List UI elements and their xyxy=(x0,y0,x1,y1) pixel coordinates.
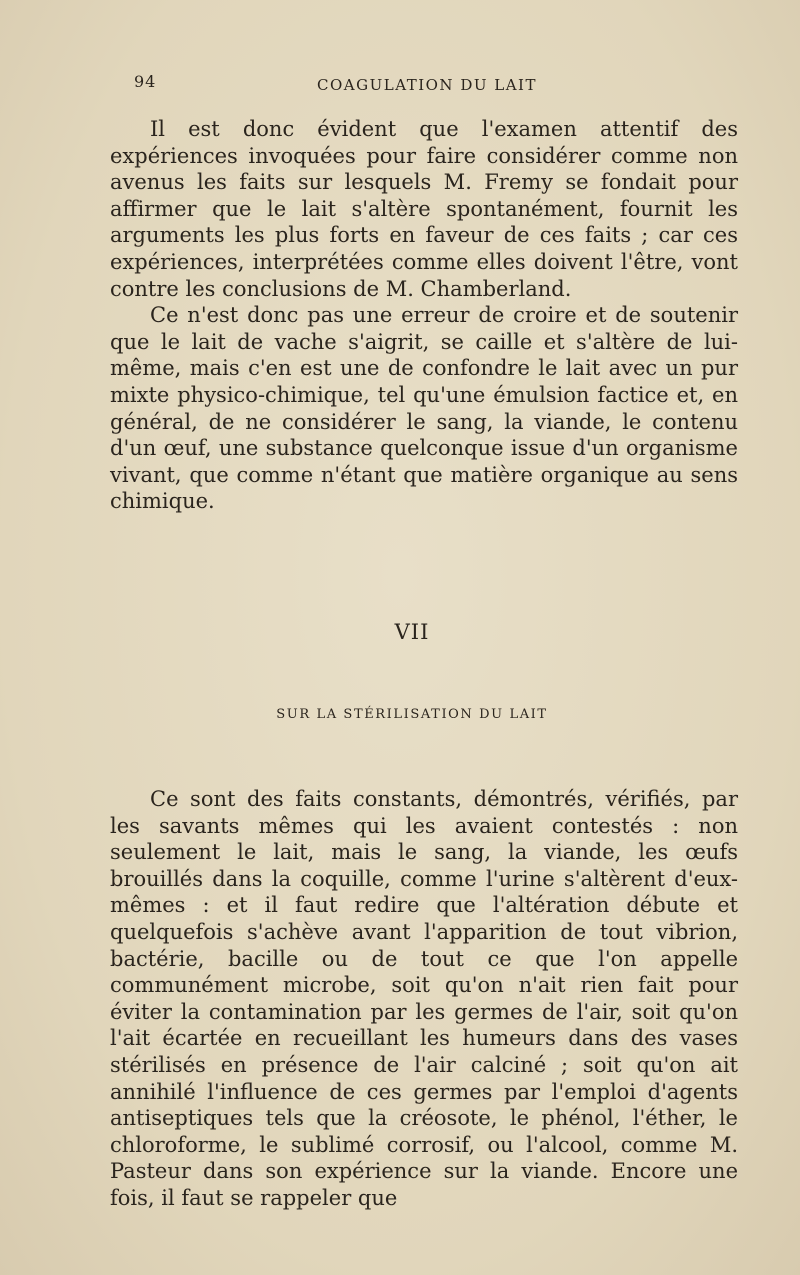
paragraph: Ce sont des faits constants, démontrés, vérifiés, par les savants mêmes qui les avaient contestés : non seulement le lait, mais le sang, la viande, les œufs brouillés dans la coquille, comme l'urine s'altèrent d'eux-mêmes : et il faut redire que l'altération débute et quelquefois s'achève avant l'apparition de tout vibrion, bactérie, bacille ou de tout ce que l'on appelle communément microbe, soit qu'on n'ait rien fait pour éviter la contamination par les germes de l'air, soit qu'on l'ait écartée en recueillant les humeurs dans des vases stérilisés en présence de l'air calciné ; soit qu'on ait annihilé l'influence de ces germes par l'emploi d'agents antiseptiques tels que la créosote, le phénol, l'éther, le chloroforme, le sublimé corrosif, ou l'alcool, comme M. Pasteur dans son expérience sur la viande. Encore une fois, il faut se rappeler que xyxy=(110,787,738,1210)
running-title: COAGULATION DU LAIT xyxy=(317,76,537,94)
page-number: 94 xyxy=(134,72,157,91)
section-number: VII xyxy=(394,620,430,644)
paragraph: Ce n'est donc pas une erreur de croire et de soutenir que le lait de vache s'aigrit, se caille et s'altère de lui-même, mais c'en est une de confondre le lait avec un pur mixte physico-chimique, tel qu'une émulsion factice et, en général, de ne considérer le sang, la viande, le contenu d'un œuf, une substance quelconque issue d'un organisme vivant, que comme n'étant que matière organique au sens chimique. xyxy=(110,303,738,514)
text-block-bottom xyxy=(110,786,738,1212)
page-header xyxy=(134,72,734,102)
paragraph: Il est donc évident que l'examen attentif des expériences invoquées pour faire considérer comme non avenus les faits sur lesquels M. Fremy se fondait pour affirmer que le lait s'altère spontanément, fournit les arguments les plus forts en faveur de ces faits ; car ces expériences, interprétées comme elles doivent l'être, vont contre les conclusions de M. Chamberland. xyxy=(110,117,738,301)
text-block-top xyxy=(110,116,738,515)
section-title: SUR LA STÉRILISATION DU LAIT xyxy=(276,707,548,722)
